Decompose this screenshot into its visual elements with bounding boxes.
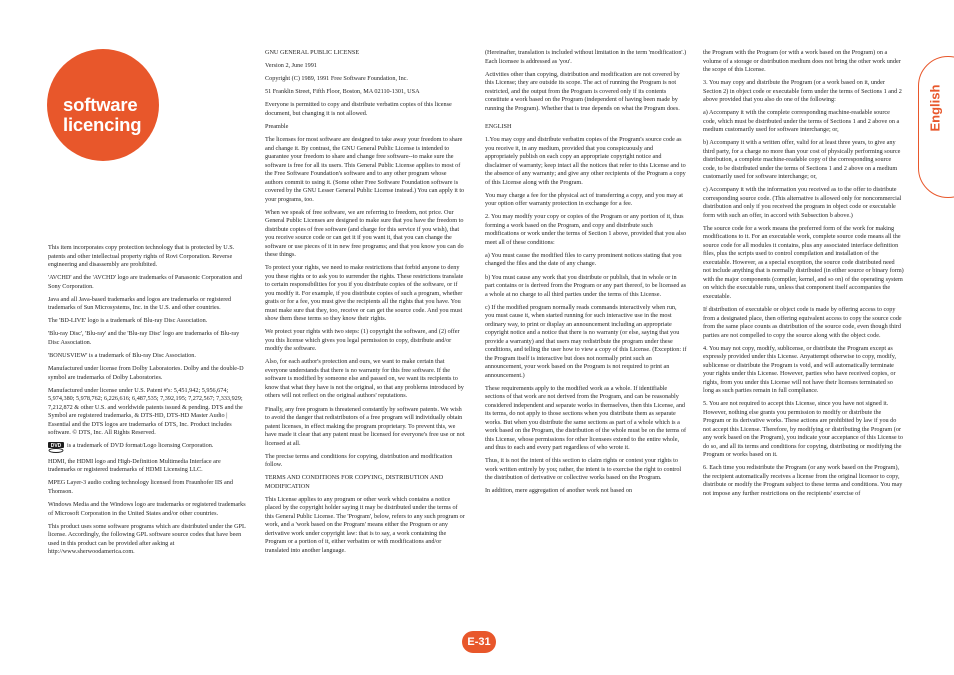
paragraph: In addition, mere aggregation of another work not based on	[485, 487, 633, 495]
paragraph: 2. You may modify your copy or copies of the Program or any portion of it, thus forming a work based on the Program, and copy and distribute such modifications or work under the terms of Section 1 above, provided that you also meet all of these conditions:	[485, 213, 687, 246]
paragraph: (Hereinafter, translation is included without limitation in the term 'modification'.) Each licensee is addressed as 'you'.	[485, 49, 687, 65]
paragraph: Preamble	[265, 122, 289, 130]
paragraph: b) You must cause any work that you distribute or publish, that in whole or in part contains or is derived from the Program or any part thereof, to be licensed as a whole at no charge to all third parties under the terms of this License.	[485, 273, 687, 298]
paragraph: c) If the modified program normally reads commands interactively when run, you must cause it, when started running for such interactive use in the most ordinary way, to print or display an announcement including an appropriate copyright notice and a notice that there is no warranty (or else, saying that you provide a warranty) and that users may redistribute the program under these conditions, and telling the user how to view a copy of this License. (Exception: if the Program itself is interactive but does not normally print such an announcement, your work based on the Program is not required to print an announcement.)	[485, 303, 687, 379]
paragraph: c) Accompany it with the information you received as to the offer to distribute corresponding source code. (This alternative is allowed only for noncommercial distribution and only if you received the program in object code or executable form with such an offer, in accord with Subsection b above.)	[703, 186, 902, 219]
column-4	[703, 49, 904, 503]
paragraph: 5. You are not required to accept this License, since you have not signed it. However, nothing else grants you permission to modify or distribute the Program or its derivative works. These actions are prohibited by law if you do not accept this License. Therefore, by modifying or distributing the Program (or any work based on the Program), you indicate your acceptance of this License to do so, and all its terms and conditions for copying, distributing or modifying the Program or works based on it.	[703, 400, 903, 459]
dvd-paragraph-text: is a trademark of DVD format/Logo licensing Corporation.	[67, 442, 214, 450]
paragraph: 51 Franklin Street, Fifth Floor, Boston, MA 02110-1301, USA	[265, 88, 420, 96]
paragraph: Manufactured under license from Dolby Laboratories. Dolby and the double-D symbol are trademarks of Dolby Laboratories.	[48, 365, 244, 381]
paragraph: Activities other than copying, distribution and modification are not covered by this License; they are outside its scope. The act of running the Program is not restricted, and the output from the Program is covered only if its contents constitute a work based on the Program (independent of having been made by running the Program). Whether that is true depends on what the Program does.	[485, 70, 680, 112]
svg-text:DVD: DVD	[50, 443, 62, 450]
paragraph: We protect your rights with two steps: (1) copyright the software, and (2) offer you this license which gives you legal permission to copy, distribute and/or modify the software.	[265, 328, 460, 353]
paragraph: 1.You may copy and distribute verbatim copies of the Program's source code as you receive it, in any medium, provided that you conspicuously and appropriately publish on each copy an appropriate copyright notice and disclaimer of warranty; keep intact all the notices that refer to this License and to the absence of any warranty; and give any other recipients of the Program a copy of this License along with the Program.	[485, 136, 686, 186]
paragraph: MPEG Layer-3 audio coding technology licensed from Fraunhofer IIS and Thomson.	[48, 479, 233, 495]
paragraph: Finally, any free program is threatened constantly by software patents. We wish to avoid the danger that redistributors of a free program will individually obtain patent licenses, in effect making the program proprietary. To prevent this, we have made it clear that any patent must be licensed for everyone's free use or not licensed at all.	[265, 405, 465, 447]
paragraph: Java and all Java-based trademarks and logos are trademarks or registered trademarks of Sun Microsystems, Inc. in the U.S. and other countries.	[48, 295, 232, 312]
paragraph: 4. You may not copy, modify, sublicense, or distribute the Program except as expressly provided under this License. Anyattempt otherwise to copy, modify, sublicense or distribute the Program is void, and will automatically terminate your rights under this License. However, parties who have received copies, or rights, from you under this License will not have their licenses terminated so long as such parties remain in full compliance.	[703, 344, 897, 395]
column-2	[265, 49, 466, 560]
paragraph: Thus, it is not the intent of this section to claim rights or contest your rights to work written entirely by you; rather, the intent is to exercise the right to control the distribution of derivative or collective works based on the Program.	[485, 457, 682, 482]
page-title-line1: software	[63, 94, 138, 115]
paragraph: a) Accompany it with the complete corresponding machine-readable source code, which must be distributed under the terms of Sections 1 and 2 above on a medium customarily used for software interchange; or,	[703, 109, 900, 134]
paragraph: The source code for a work means the preferred form of the work for making modifications to it. For an executable work, complete source code means all the source code for all modules it contains, plus any associated interface definition files, plus the scripts used to control compilation and installation of the executable. However, as a special exception, the source code distributed need not include anything that is normally distributed (in either source or binary form) with the major components (compiler, kernel, and so on) of the operating system on which the executable runs, unless that component itself accompanies the executable.	[703, 224, 904, 300]
dvd-paragraph	[48, 442, 248, 453]
paragraph: This License applies to any program or other work which contains a notice placed by the copyright holder saying it may be distributed under the terms of this General Public License. The 'Program', below, refers to any such program or work, and a 'work based on the Program' means either the Program or any derivative work under copyright law: that is to say, a work containing the Program or a portion of it, either verbatim or with modifications and/or translated into another language.	[265, 495, 465, 554]
paragraph: b) Accompany it with a written offer, valid for at least three years, to give any third party, for a charge no more than your cost of physically performing source distribution, a complete machine-readable copy of the corresponding source code, to be distributed under the terms of Sections 1 and 2 above on a medium customarily used for software interchange; or,	[703, 139, 901, 181]
page-title-line2: licencing	[63, 114, 142, 135]
paragraph: Everyone is permitted to copy and distribute verbatim copies of this license document, but changing it is not allowed.	[265, 101, 452, 117]
paragraph: When we speak of free software, we are referring to freedom, not price. Our General Public Licenses are designed to make sure that you have the freedom to distribute copies of free software (and charge for this service if you wish), that you receive source code or can get it if you want it, that you can change the software or use pieces of it in new free programs; and that you know you can do these things.	[265, 208, 464, 259]
language-tab-label: English	[927, 84, 943, 132]
paragraph: These requirements apply to the modified work as a whole. If identifiable sections of that work are not derived from the Program, and can be reasonably considered independent and separate works in themselves, then this License, and its terms, do not apply to those sections when you distribute them as separate works. But when you distribute the same sections as part of a whole which is a work based on the Program, the distribution of the whole must be on the terms of this License, whose permissions for other licensees extend to the entire whole, and thus to each and every part regardless of who wrote it.	[485, 384, 687, 452]
paragraph: a) You must cause the modified files to carry prominent notices stating that you changed the files and the date of any change.	[485, 251, 682, 268]
paragraph: The precise terms and conditions for copying, distribution and modification follow.	[265, 452, 453, 469]
paragraph: Also, for each author's protection and ours, we want to make certain that everyone understands that there is no warranty for this free software. If the software is modified by someone else and passed on, we want its recipients to know that what they have is not the original, so that any problems introduced by others will not reflect on the original authors' reputations.	[265, 358, 464, 400]
paragraph: 'BONUSVIEW' is a trademark of Blu-ray Disc Association.	[48, 351, 196, 359]
paragraph: Windows Media and the Windows logo are trademarks or registered trademarks of Microsoft Corporation in the United States and/or other countries.	[48, 501, 246, 517]
paragraph: This item incorporates copy protection technology that is protected by U.S. patents and other intellectual property rights of Rovi Corporation. Reverse engineering and disassembly are prohibited.	[48, 244, 235, 268]
paragraph: 6. Each time you redistribute the Program (or any work based on the Program), the recipient automatically receives a license from the original licensor to copy, distribute or modify the Program subject to these terms and conditions. You may not impose any further restrictions on the recipients' exercise of	[703, 464, 903, 497]
paragraph: This product uses some software programs which are distributed under the GPL license. Accordingly, the following GPL software source codes that have been used in this product can be provided after asking at http://www.sherwoodamerica.com.	[48, 522, 246, 556]
paragraph: To protect your rights, we need to make restrictions that forbid anyone to deny you these rights or to ask you to surrender the rights. These restrictions translate to certain responsibilities for you if you distribute copies of the software, or if you modify it. For example, if you distribute copies of such a program, whether gratis or for a fee, you must give the recipients all the rights that you have. You must make sure that they, too, receive or can get the source code. And you must show them these terms so they know their rights.	[265, 264, 464, 323]
paragraph: GNU GENERAL PUBLIC LICENSE	[265, 49, 360, 56]
paragraph: the Program with the Program (or with a work based on the Program) on a volume of a storage or distribution medium does not bring the other work under the scope of this License.	[703, 49, 901, 73]
paragraph: You may charge a fee for the physical act of transferring a copy, and you may at your option offer warranty protection in exchange for a fee.	[485, 191, 683, 208]
paragraph: Manufactured under license under U.S. Patent #'s: 5,451,942; 5,956,674; 5,974,380; 5,978,762; 6,226,616; 6,487,535; 7,392,195; 7,272,567; 7,333,929; 7,212,872 & other U.S. and worldwide patents issued & pending. DTS and the Symbol are registered trademarks, & DTS-HD, DTS-HD Master Audio | Essential and the DTS logos are trademarks of DTS, Inc. Product includes software. © DTS, Inc. All Rights Reserved.	[48, 386, 243, 437]
column-1	[48, 244, 248, 561]
page-title	[63, 95, 141, 135]
paragraph: 3. You may copy and distribute the Program (or a work based on it, under Section 2) in object code or executable form under the terms of Sections 1 and 2 above provided that you also do one of the following:	[703, 79, 902, 104]
paragraph: 'AVCHD' and the 'AVCHD' logo are trademarks of Panasonic Corporation and Sony Corporation.	[48, 274, 242, 290]
paragraph: 'Blu-ray Disc', 'Blu-ray' and the 'Blu-ray Disc' logo are trademarks of Blu-ray Disc Association.	[48, 330, 240, 346]
column-3	[485, 49, 687, 501]
section-heading: ENGLISH	[485, 123, 512, 131]
paragraph: HDMI, the HDMI logo and High-Definition Multimedia Interface are trademarks or registered trademarks of HDMI Licensing LLC.	[48, 457, 221, 474]
paragraph: TERMS AND CONDITIONS FOR COPYING, DISTRIBUTION AND MODIFICATION	[265, 474, 444, 490]
paragraph: The licenses for most software are designed to take away your freedom to share and change it. By contrast, the GNU General Public License is intended to guarantee your freedom to share and change free software--to make sure the software is free for all its users. This General Public License applies to most of the Free Software Foundation's software and to any other program whose authors commit to using it. (Some other Free Software Foundation software is covered by the GNU Lesser General Public License instead.) You can apply it to your programs, too.	[265, 136, 465, 203]
paragraph: If distribution of executable or object code is made by offering access to copy from a designated place, then offering equivalent access to copy the source code from the same place counts as distribution of the source code, even though third parties are not compelled to copy the source along with the object code.	[703, 306, 902, 339]
paragraph: The 'BD-LIVE' logo is a trademark of Blu-ray Disc Association.	[48, 317, 208, 325]
paragraph: Version 2, June 1991	[265, 62, 317, 70]
page-number-badge: E-31	[462, 631, 496, 653]
paragraph: Copyright (C) 1989, 1991 Free Software Foundation, Inc.	[265, 75, 408, 83]
dvd-logo-icon	[48, 442, 64, 453]
